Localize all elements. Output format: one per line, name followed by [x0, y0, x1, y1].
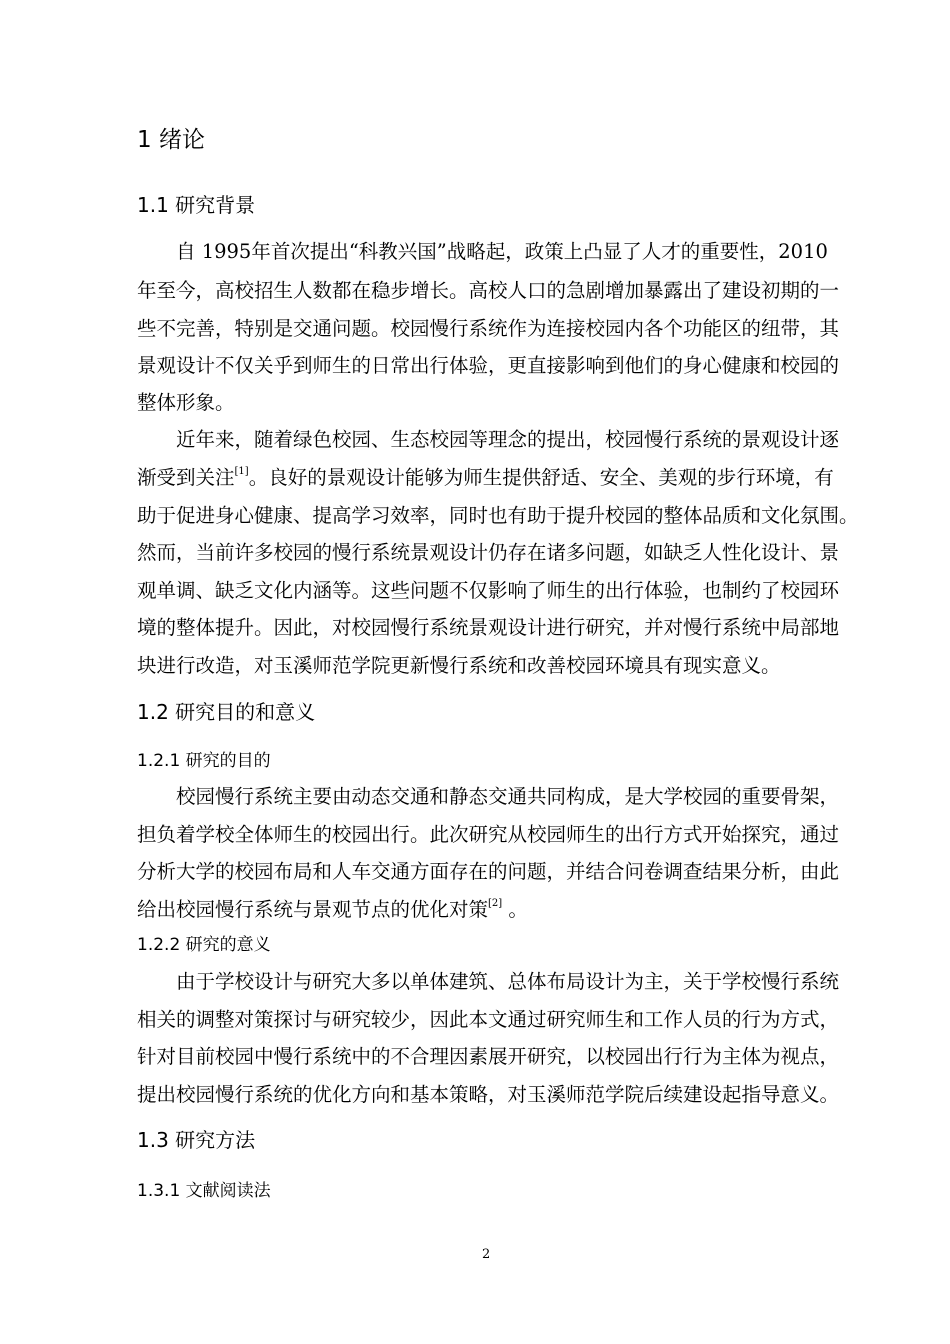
text-run: 给出校园慢行系统与景观节点的优化对策: [137, 898, 489, 921]
subsection-heading-1-3-1: 1.3.1 文献阅读法: [137, 1181, 271, 1201]
chapter-title: 1 绪论: [137, 127, 205, 153]
text-line: [137, 891, 825, 929]
citation-1[interactable]: [1]: [234, 466, 249, 477]
text-line: 自 1995年首次提出“科教兴国”战略起，政策上凸显了人才的重要性，2010: [176, 240, 828, 263]
text-line: 观单调、缺乏文化内涵等。这些问题不仅影响了师生的出行体验，也制约了校园环: [137, 579, 840, 602]
text-line: 校园慢行系统主要由动态交通和静态交通共同构成，是大学校园的重要骨架，: [176, 785, 840, 808]
citation-2[interactable]: [2]: [488, 898, 503, 909]
text-line: 些不完善，特别是交通问题。校园慢行系统作为连接校园内各个功能区的纽带，其: [137, 317, 840, 340]
text-run: 渐受到关注: [137, 466, 235, 489]
text-line: 针对目前校园中慢行系统中的不合理因素展开研究，以校园出行行为主体为视点，: [137, 1045, 840, 1068]
text-line: 然而，当前许多校园的慢行系统景观设计仍存在诸多问题，如缺乏人性化设计、景: [137, 541, 840, 564]
text-run: 。: [502, 898, 528, 921]
text-line: 相关的调整对策探讨与研究较少，因此本文通过研究师生和工作人员的行为方式，: [137, 1008, 840, 1031]
text-line: 分析大学的校园布局和人车交通方面存在的问题，并结合问卷调查结果分析，由此: [137, 860, 840, 883]
text-run: 。良好的景观设计能够为师生提供舒适、安全、美观的步行环境，有: [248, 466, 834, 489]
subsection-heading-1-2-1: 1.2.1 研究的目的: [137, 751, 271, 771]
page-number: 2: [482, 1247, 491, 1262]
text-line: 年至今，高校招生人数都在稳步增长。高校人口的急剧增加暴露出了建设初期的一: [137, 279, 840, 302]
section-heading-1-1: 1.1 研究背景: [137, 193, 256, 217]
text-line: 景观设计不仅关乎到师生的日常出行体验，更直接影响到他们的身心健康和校园的: [137, 354, 840, 377]
text-line: 担负着学校全体师生的校园出行。此次研究从校园师生的出行方式开始探究，通过: [137, 823, 840, 846]
text-line: 近年来，随着绿色校园、生态校园等理念的提出，校园慢行系统的景观设计逐: [176, 428, 840, 451]
text-line: 助于促进身心健康、提高学习效率，同时也有助于提升校园的整体品质和文化氛围。: [137, 504, 859, 527]
text-line: 由于学校设计与研究大多以单体建筑、总体布局设计为主，关于学校慢行系统: [176, 970, 840, 993]
section-heading-1-2: 1.2 研究目的和意义: [137, 700, 316, 724]
text-line: [137, 459, 834, 497]
text-line: 块进行改造，对玉溪师范学院更新慢行系统和改善校园环境具有现实意义。: [137, 654, 781, 677]
text-line: 整体形象。: [137, 391, 235, 414]
subsection-heading-1-2-2: 1.2.2 研究的意义: [137, 935, 271, 955]
section-heading-1-3: 1.3 研究方法: [137, 1128, 256, 1152]
text-line: 提出校园慢行系统的优化方向和基本策略，对玉溪师范学院后续建设起指导意义。: [137, 1083, 840, 1106]
text-line: 境的整体提升。因此，对校园慢行系统景观设计进行研究，并对慢行系统中局部地: [137, 616, 840, 639]
